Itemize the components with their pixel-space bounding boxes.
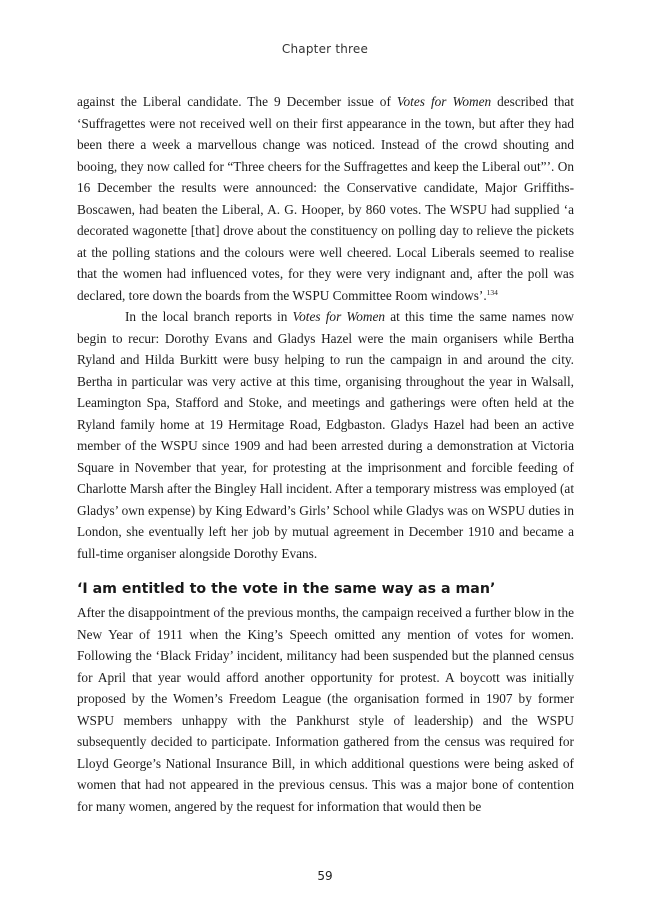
- paragraph-text: described that ‘Suffragettes were not received well on their first appearance in the town, but after they had been there a week a marvellous change was noticed. Instead of the crowd shouting and booing, they now called for “Three cheers for the Suffragettes and keep the Liberal out”’. On 16 December the results were announced: the Conservative candidate, Major Griffiths-Boscawen, had beaten the Liberal, A. G. Hooper, by 860 votes. The WSPU had supplied ‘a decorated wagonette [that] drove about the constituency on polling day to relieve the pickets at the polling stations and the colours were well cheered. Local Liberals seemed to realise that the women had influenced votes, for they were very indignant and, after the poll was declared, tore down the boards from the WSPU Committee Room windows’.: [77, 94, 574, 303]
- paragraph-text: against the Liberal candidate. The 9 December issue of: [77, 94, 397, 109]
- paragraph: [77, 306, 574, 564]
- page-number: 59: [317, 869, 333, 883]
- footnote-reference[interactable]: 134: [486, 287, 498, 297]
- body-text: [77, 91, 574, 817]
- publication-title: Votes for Women: [396, 94, 492, 109]
- paragraph: After the disappointment of the previous months, the campaign received a further blow in the New Year of 1911 when the King’s Speech omitted any mention of votes for women. Following the ‘Black Friday’ incident, militancy had been suspended but the planned census for April that year would afford another opportunity for protest. A boycott was initially proposed by the Women’s Freedom League (the organisation formed in 1907 by former WSPU members unhappy with the Pankhurst style of leadership) and the WSPU subsequently decided to participate. Information gathered from the census was required for Lloyd George’s National Insurance Bill, in which additional questions were being asked of women that had not appeared in the previous census. This was a major bone of contention for many women, angered by the request for information that would then be: [77, 605, 574, 814]
- running-head: Chapter three: [281, 42, 369, 56]
- paragraph-text: at this time the same names now begin to recur: Dorothy Evans and Gladys Hazel were the main organisers while Bertha Ryland and Hilda Burkitt were busy helping to run the campaign in and around the city. Bertha in particular was very active at this time, organising throughout the year in Walsall, Leamington Spa, Stafford and Stoke, and meetings and gatherings were often held at the Ryland family home at 19 Hermitage Road, Edgbaston. Gladys Hazel had been an active member of the WSPU since 1909 and had been arrested during a demonstration at Victoria Square in November that year, for protesting at the imprisonment and forcible feeding of Charlotte Marsh after the Bingley Hall incident. After a temporary mistress was employed (at Gladys’ own expense) by King Edward’s Girls’ School while Gladys was on WSPU duties in London, she eventually left her job by mutual agreement in December 1910 and became a full-time organiser alongside Dorothy Evans.: [77, 309, 575, 561]
- paragraph-text: In the local branch reports in: [125, 309, 293, 324]
- publication-title: Votes for Women: [292, 309, 386, 324]
- section-heading: ‘I am entitled to the vote in the same way as a man’: [77, 581, 496, 597]
- paragraph: [77, 91, 574, 306]
